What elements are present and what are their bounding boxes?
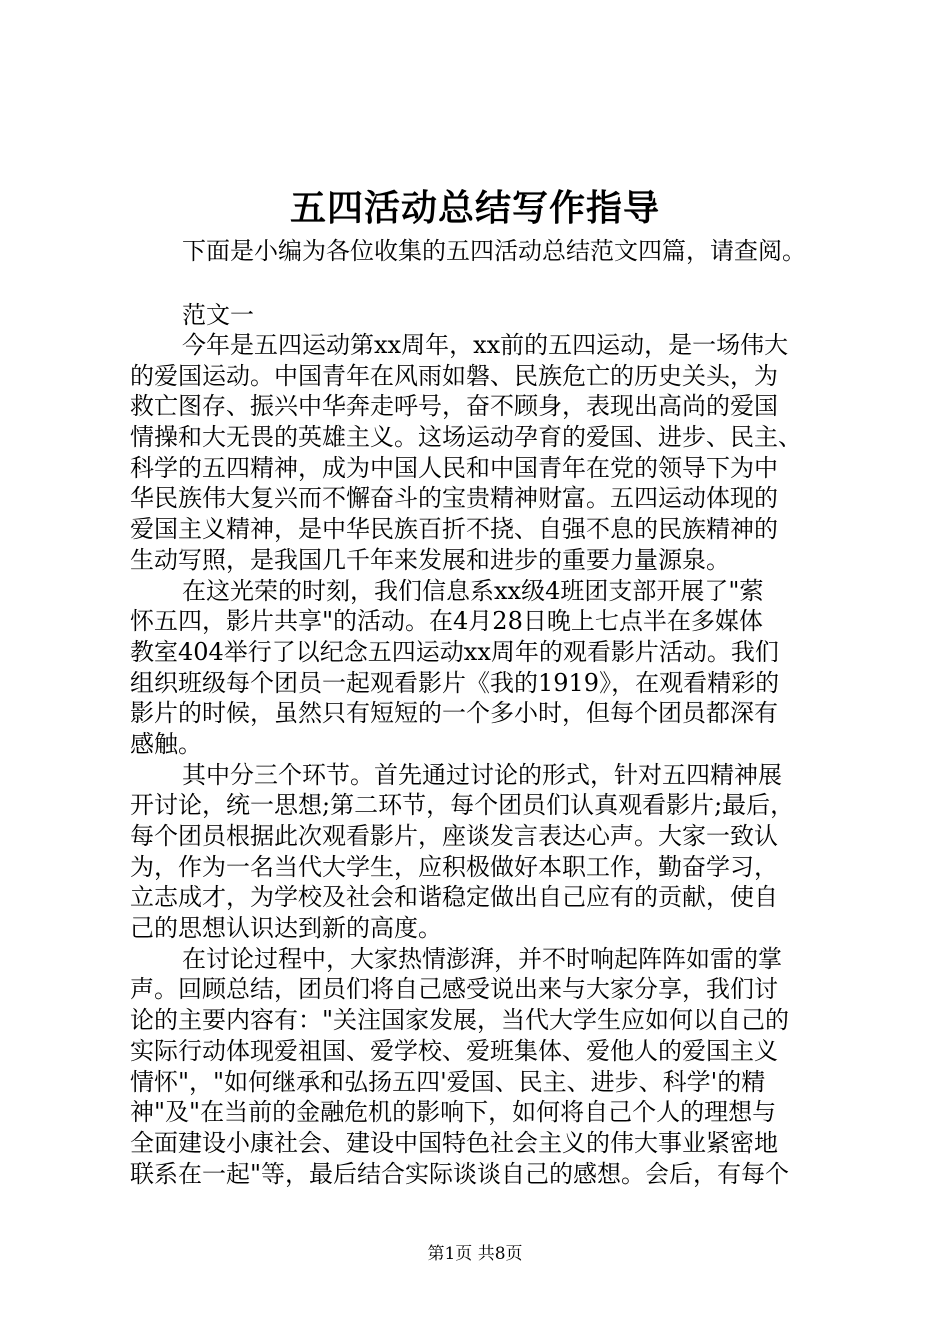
text-line: 情怀"，"如何继承和弘扬五四'爱国、民主、进步、科学'的精 <box>130 1067 766 1096</box>
text-line: 其中分三个环节。首先通过讨论的形式，针对五四精神展 <box>182 760 782 789</box>
text-line: 在讨论过程中，大家热情澎湃，并不时响起阵阵如雷的掌 <box>182 944 782 973</box>
text-line: 神"及"在当前的金融危机的影响下，如何将自己个人的理想与 <box>130 1098 777 1127</box>
text-line: 感触。 <box>130 729 202 758</box>
text-line: 影片的时候，虽然只有短短的一个多小时，但每个团员都深有 <box>130 699 778 728</box>
text-line: 全面建设小康社会、建设中国特色社会主义的伟大事业紧密地 <box>130 1128 778 1157</box>
text-line: 教室404举行了以纪念五四运动xx周年的观看影片活动。我们 <box>130 637 779 666</box>
text-line: 情操和大无畏的英雄主义。这场运动孕育的爱国、进步、民主、 <box>130 423 802 452</box>
document-title: 五四活动总结写作指导 <box>289 187 660 229</box>
text-line: 己的思想认识达到新的高度。 <box>130 914 442 943</box>
text-line: 开讨论，统一思想;第二环节，每个团员们认真观看影片;最后， <box>130 791 795 820</box>
text-line: 科学的五四精神，成为中国人民和中国青年在党的领导下为中 <box>130 453 778 482</box>
intro-paragraph: 下面是小编为各位收集的五四活动总结范文四篇，请查阅。 <box>182 237 806 265</box>
text-line: 联系在一起"等，最后结合实际谈谈自己的感想。会后，有每个 <box>130 1159 790 1188</box>
text-line: 组织班级每个团员一起观看影片《我的1919》，在观看精彩的 <box>130 668 780 697</box>
text-line: 立志成才，为学校及社会和谐稳定做出自己应有的贡献，使自 <box>130 883 778 912</box>
text-line: 生动写照，是我国几千年来发展和进步的重要力量源泉。 <box>130 545 730 574</box>
text-line: 今年是五四运动第xx周年，xx前的五四运动，是一场伟大 <box>182 331 789 359</box>
text-line: 为，作为一名当代大学生，应积极做好本职工作，勤奋学习， <box>130 852 778 881</box>
section-heading: 范文一 <box>182 301 254 329</box>
text-line: 的爱国运动。中国青年在风雨如磐、民族危亡的历史关头，为 <box>130 361 778 390</box>
body-text <box>130 330 830 1189</box>
text-line: 怀五四，影片共享"的活动。在4月28日晚上七点半在多媒体 <box>130 607 763 636</box>
text-line: 实际行动体现爱祖国、爱学校、爱班集体、爱他人的爱国主义 <box>130 1036 778 1065</box>
text-line: 论的主要内容有："关注国家发展，当代大学生应如何以自己的 <box>130 1006 790 1035</box>
text-line: 在这光荣的时刻，我们信息系xx级4班团支部开展了"萦 <box>182 576 764 605</box>
text-line: 救亡图存、振兴中华奔走呼号，奋不顾身，表现出高尚的爱国 <box>130 392 778 421</box>
text-line: 爱国主义精神，是中华民族百折不挠、自强不息的民族精神的 <box>130 515 778 544</box>
page-footer: 第1页 共8页 <box>427 1244 523 1264</box>
text-line: 华民族伟大复兴而不懈奋斗的宝贵精神财富。五四运动体现的 <box>130 484 778 513</box>
text-line: 每个团员根据此次观看影片，座谈发言表达心声。大家一致认 <box>130 822 778 850</box>
text-line: 声。回顾总结，团员们将自己感受说出来与大家分享，我们讨 <box>130 975 778 1004</box>
